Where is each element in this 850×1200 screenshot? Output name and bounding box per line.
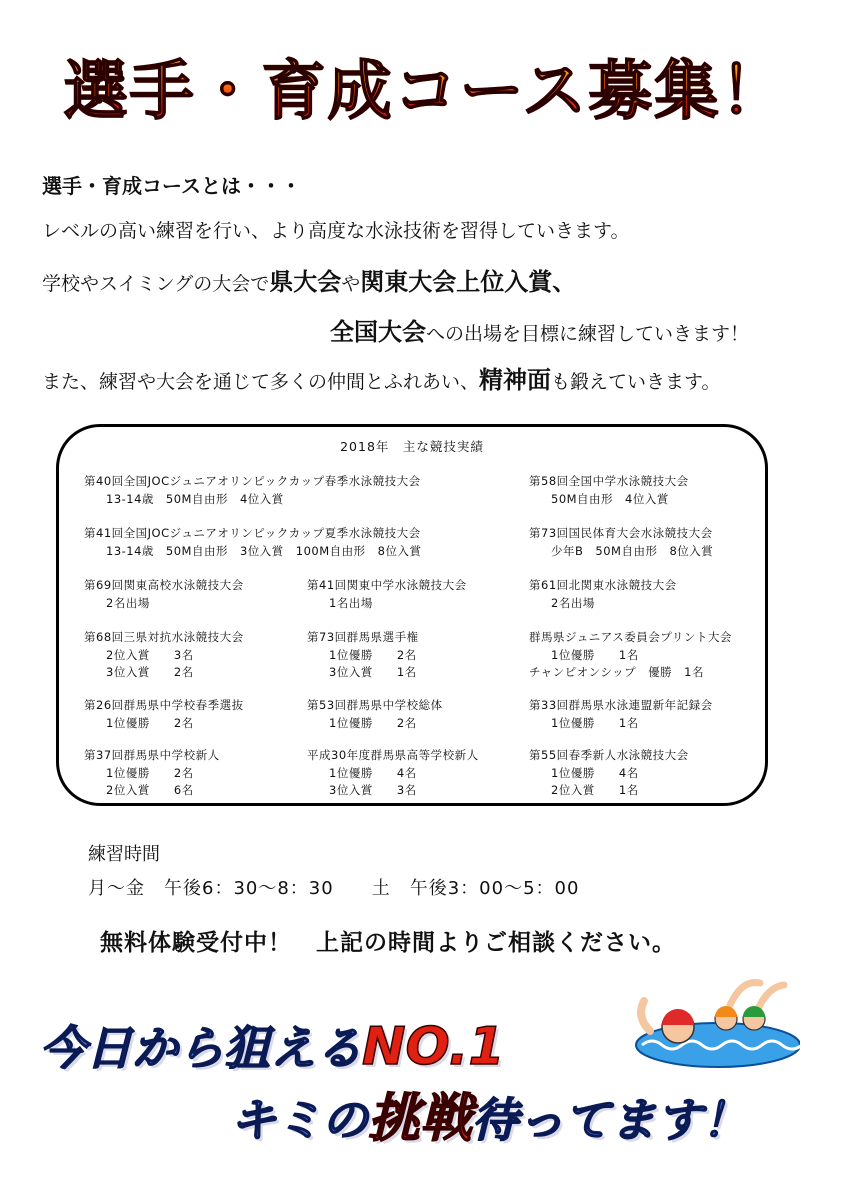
results-box	[56, 424, 768, 806]
highlight-kanto: 関東大会上位入賞	[360, 268, 553, 296]
slogan-text-3: 待ってます！	[472, 1093, 749, 1147]
result-item: 第33回群馬県水泳連盟新年記録会 1位優勝 1名	[529, 698, 713, 730]
result-item: 第58回全国中学水泳競技大会 50M自由形 4位入賞	[529, 474, 689, 506]
result-item: 第41回全国JOCジュニアオリンピックカップ夏季水泳競技大会 13-14歳 50M自由形 3位入賞 100M自由形 8位入賞	[84, 526, 422, 558]
intro-line-2-ya: や	[341, 273, 361, 295]
intro-line-4-text: また、練習や大会を通じて多くの仲間とふれあい、	[42, 371, 480, 393]
intro-line-3	[330, 312, 749, 347]
result-item: 第68回三県対抗水泳競技大会 2位入賞 3名 3位入賞 2名	[84, 630, 244, 679]
result-item: 第41回関東中学水泳競技大会 1名出場	[307, 578, 467, 610]
slogan-challenge: 挑戦	[368, 1089, 473, 1149]
highlight-mental: 精神面	[479, 366, 552, 394]
slogan-text-2: キミの	[230, 1093, 368, 1147]
intro-line-2	[42, 262, 576, 297]
practice-hours: 月～金 午後6：30～8：30 土 午後3：00～5：00	[88, 878, 580, 899]
intro-line-2-text: 学校やスイミングの大会で	[42, 273, 270, 295]
result-item: 第40回全国JOCジュニアオリンピックカップ春季水泳競技大会 13-14歳 50M自由形 4位入賞	[84, 474, 421, 506]
swimmers-illustration	[630, 975, 800, 1070]
highlight-prefecture: 県大会	[269, 268, 342, 296]
free-trial-notice: 無料体験受付中！ 上記の時間よりご相談ください。	[100, 930, 676, 956]
slogan-line-1	[40, 1012, 505, 1078]
highlight-national: 全国大会	[330, 318, 426, 346]
result-item: 第73回国民体育大会水泳競技大会 少年B 50M自由形 8位入賞	[529, 526, 714, 558]
results-title: 2018年 主な競技実績	[340, 439, 484, 454]
intro-line-4-end: も鍛えていきます。	[551, 371, 721, 393]
result-item: 第55回春季新人水泳競技大会 1位優勝 4名 2位入賞 1名	[529, 748, 689, 797]
result-item: 第61回北関東水泳競技大会 2名出場	[529, 578, 677, 610]
result-item: 第53回群馬県中学校総体 1位優勝 2名	[307, 698, 443, 730]
practice-hours-label: 練習時間	[88, 844, 160, 865]
intro-line-4	[42, 360, 721, 395]
intro-line-3-text: への出場を目標に練習していきます！	[426, 323, 750, 345]
result-item: 平成30年度群馬県高等学校新人 1位優勝 4名 3位入賞 3名	[307, 748, 479, 797]
intro-heading: 選手・育成コースとは・・・	[42, 174, 301, 198]
intro-line-1: レベルの高い練習を行い、より高度な水泳技術を習得していきます。	[42, 220, 630, 242]
result-item: 第26回群馬県中学校春季選抜 1位優勝 2名	[84, 698, 244, 730]
slogan-no1: NO.1	[362, 1017, 505, 1077]
result-item: 第37回群馬県中学校新人 1位優勝 2名 2位入賞 6名	[84, 748, 220, 797]
result-item: 第73回群馬県選手権 1位優勝 2名 3位入賞 1名	[307, 630, 419, 679]
result-item: 第69回関東高校水泳競技大会 2名出場	[84, 578, 244, 610]
intro-line-2-comma: 、	[552, 268, 577, 296]
page-title: 選手・育成コース募集！	[0, 40, 850, 132]
result-item: 群馬県ジュニアス委員会プリント大会 1位優勝 1名 チャンピオンシップ 優勝 1名	[529, 630, 732, 679]
slogan-line-2	[230, 1076, 748, 1151]
slogan-text-1: 今日から狙える	[40, 1021, 362, 1075]
